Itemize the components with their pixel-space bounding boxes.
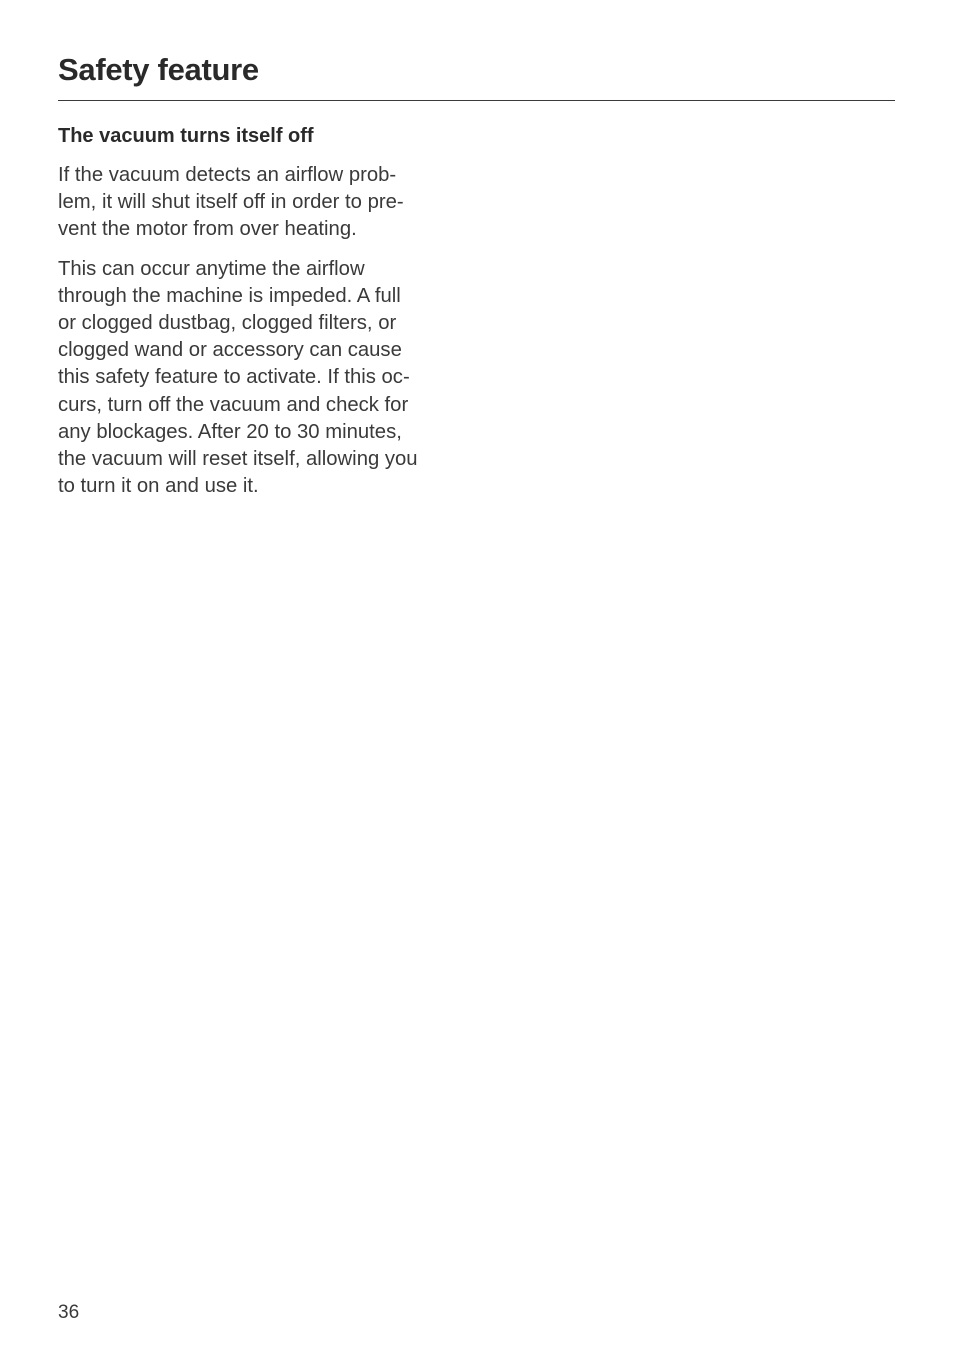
section-content xyxy=(58,122,468,512)
title-divider xyxy=(58,100,895,101)
page-number: 36 xyxy=(58,1302,80,1323)
paragraph-airflow-detection: If the vacuum detects an airflow prob- lem, it will shut itself off in order to pre- vent the motor from over heating. xyxy=(58,164,404,241)
page-title: Safety feature xyxy=(58,52,259,87)
section-heading: The vacuum turns itself off xyxy=(58,125,314,147)
paragraph-airflow-blockage: This can occur anytime the airflow through the machine is impeded. A full or clogged dustbag, clogged filters, or clogged wand or accessory can cause this safety feature to activate. If this oc- curs, turn off the vacuum and check for any blockages. After 20 to 30 minutes, the vacuum will reset itself, allowing you to turn it on and use it. xyxy=(58,257,418,498)
